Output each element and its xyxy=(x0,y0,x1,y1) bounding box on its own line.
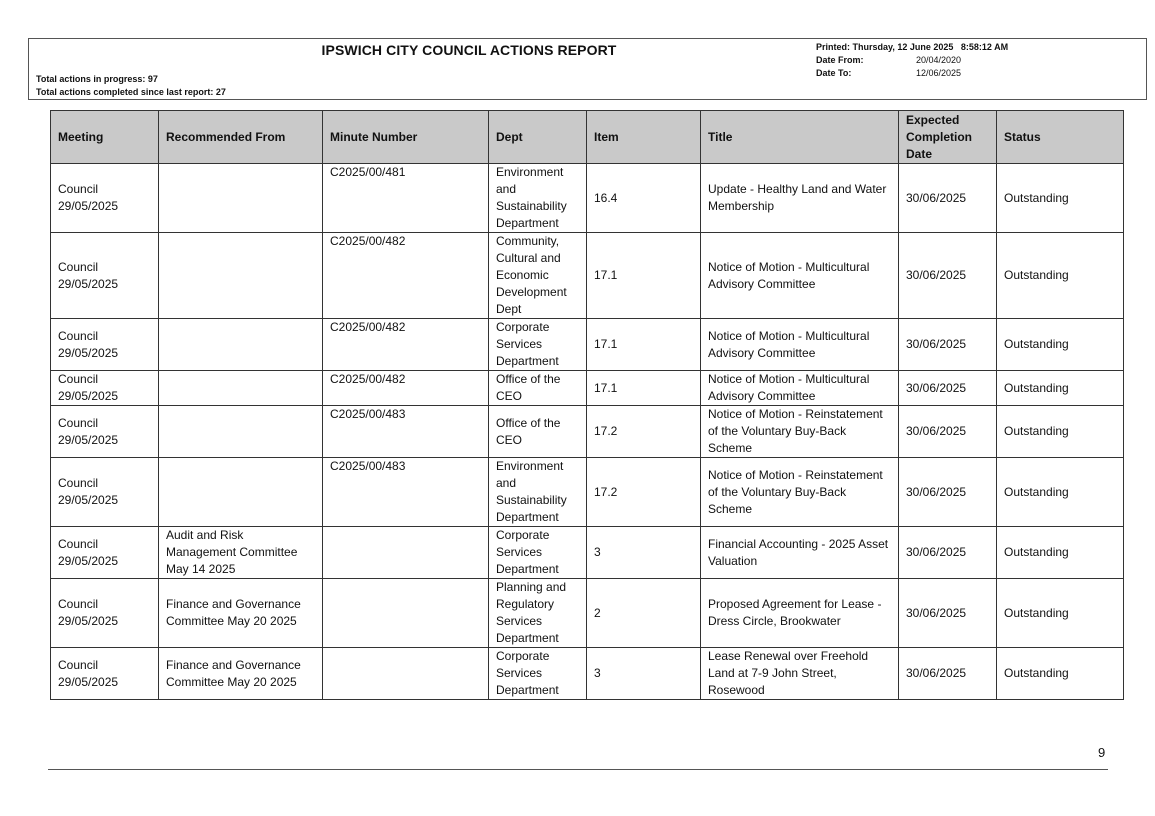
cell-dept: Corporate Services Department xyxy=(489,527,587,579)
cell-meeting: Council 29/05/2025 xyxy=(51,319,159,371)
cell-title: Proposed Agreement for Lease - Dress Circle, Brookwater xyxy=(701,579,899,648)
cell-minute-number: C2025/00/482 xyxy=(323,371,489,406)
table-row xyxy=(51,233,1124,319)
cell-status: Outstanding xyxy=(997,527,1124,579)
cell-status: Outstanding xyxy=(997,406,1124,458)
cell-status: Outstanding xyxy=(997,233,1124,319)
cell-meeting: Council 29/05/2025 xyxy=(51,648,159,700)
date-from-value: 20/04/2020 xyxy=(916,55,962,65)
cell-expected-completion: 30/06/2025 xyxy=(899,233,997,319)
col-header-item: Item xyxy=(587,111,701,164)
cell-minute-number: C2025/00/483 xyxy=(323,458,489,527)
cell-dept: Environment and Sustainability Department xyxy=(489,458,587,527)
cell-minute-number xyxy=(323,648,489,700)
report-header xyxy=(28,38,1147,100)
cell-dept: Environment and Sustainability Department xyxy=(489,164,587,233)
cell-recommended-from xyxy=(159,164,323,233)
cell-title: Notice of Motion - Multicultural Advisory Committee xyxy=(701,319,899,371)
cell-dept: Corporate Services Department xyxy=(489,319,587,371)
col-header-title: Title xyxy=(701,111,899,164)
cell-expected-completion: 30/06/2025 xyxy=(899,458,997,527)
cell-expected-completion: 30/06/2025 xyxy=(899,648,997,700)
cell-item: 17.2 xyxy=(587,406,701,458)
cell-meeting: Council 29/05/2025 xyxy=(51,406,159,458)
table-row xyxy=(51,648,1124,700)
cell-minute-number xyxy=(323,527,489,579)
cell-item: 17.2 xyxy=(587,458,701,527)
cell-dept: Planning and Regulatory Services Department xyxy=(489,579,587,648)
table-row xyxy=(51,579,1124,648)
cell-status: Outstanding xyxy=(997,319,1124,371)
cell-recommended-from xyxy=(159,319,323,371)
table-row xyxy=(51,371,1124,406)
col-header-expected-completion: Expected Completion Date xyxy=(899,111,997,164)
cell-minute-number: C2025/00/482 xyxy=(323,233,489,319)
cell-expected-completion: 30/06/2025 xyxy=(899,164,997,233)
cell-title: Notice of Motion - Multicultural Advisory Committee xyxy=(701,233,899,319)
cell-meeting: Council 29/05/2025 xyxy=(51,458,159,527)
cell-meeting: Council 29/05/2025 xyxy=(51,164,159,233)
table-row xyxy=(51,406,1124,458)
cell-meeting: Council 29/05/2025 xyxy=(51,527,159,579)
cell-expected-completion: 30/06/2025 xyxy=(899,527,997,579)
cell-minute-number: C2025/00/482 xyxy=(323,319,489,371)
col-header-status: Status xyxy=(997,111,1124,164)
cell-minute-number xyxy=(323,579,489,648)
date-from-row xyxy=(816,54,1008,67)
cell-minute-number: C2025/00/481 xyxy=(323,164,489,233)
report-title: IPSWICH CITY COUNCIL ACTIONS REPORT xyxy=(321,42,617,58)
cell-title: Update - Healthy Land and Water Membership xyxy=(701,164,899,233)
cell-meeting: Council 29/05/2025 xyxy=(51,233,159,319)
cell-recommended-from: Finance and Governance Committee May 20 2025 xyxy=(159,648,323,700)
cell-expected-completion: 30/06/2025 xyxy=(899,406,997,458)
col-header-dept: Dept xyxy=(489,111,587,164)
cell-dept: Office of the CEO xyxy=(489,406,587,458)
cell-dept: Office of the CEO xyxy=(489,371,587,406)
report-meta xyxy=(816,41,1008,80)
cell-recommended-from xyxy=(159,233,323,319)
cell-status: Outstanding xyxy=(997,371,1124,406)
table-row xyxy=(51,527,1124,579)
cell-meeting: Council 29/05/2025 xyxy=(51,579,159,648)
actions-completed: Total actions completed since last report: 27 xyxy=(36,87,226,97)
cell-item: 3 xyxy=(587,527,701,579)
cell-status: Outstanding xyxy=(997,648,1124,700)
date-to-value: 12/06/2025 xyxy=(916,68,962,78)
date-to-label: Date To: xyxy=(816,68,852,78)
cell-recommended-from xyxy=(159,406,323,458)
cell-item: 2 xyxy=(587,579,701,648)
col-header-meeting: Meeting xyxy=(51,111,159,164)
cell-item: 3 xyxy=(587,648,701,700)
cell-status: Outstanding xyxy=(997,579,1124,648)
cell-title: Notice of Motion - Reinstatement of the Voluntary Buy-Back Scheme xyxy=(701,406,899,458)
col-header-recommended-from: Recommended From xyxy=(159,111,323,164)
footer-divider xyxy=(48,769,1108,770)
cell-dept: Corporate Services Department xyxy=(489,648,587,700)
cell-recommended-from xyxy=(159,458,323,527)
cell-item: 16.4 xyxy=(587,164,701,233)
col-header-minute-number: Minute Number xyxy=(323,111,489,164)
actions-in-progress: Total actions in progress: 97 xyxy=(36,74,158,84)
cell-recommended-from xyxy=(159,371,323,406)
cell-recommended-from: Audit and Risk Management Committee May 14 2025 xyxy=(159,527,323,579)
table-row xyxy=(51,164,1124,233)
cell-recommended-from: Finance and Governance Committee May 20 2025 xyxy=(159,579,323,648)
table-row xyxy=(51,458,1124,527)
table-header-row xyxy=(51,111,1124,164)
page-number: 9 xyxy=(1098,745,1106,760)
cell-title: Notice of Motion - Reinstatement of the Voluntary Buy-Back Scheme xyxy=(701,458,899,527)
cell-minute-number: C2025/00/483 xyxy=(323,406,489,458)
date-to-row xyxy=(816,67,1008,80)
cell-expected-completion: 30/06/2025 xyxy=(899,319,997,371)
date-from-label: Date From: xyxy=(816,55,864,65)
cell-item: 17.1 xyxy=(587,319,701,371)
cell-expected-completion: 30/06/2025 xyxy=(899,579,997,648)
cell-status: Outstanding xyxy=(997,458,1124,527)
cell-meeting: Council 29/05/2025 xyxy=(51,371,159,406)
cell-title: Notice of Motion - Multicultural Advisory Committee xyxy=(701,371,899,406)
cell-expected-completion: 30/06/2025 xyxy=(899,371,997,406)
cell-title: Financial Accounting - 2025 Asset Valuation xyxy=(701,527,899,579)
actions-table xyxy=(50,110,1124,700)
table-row xyxy=(51,319,1124,371)
cell-dept: Community, Cultural and Economic Development Dept xyxy=(489,233,587,319)
cell-title: Lease Renewal over Freehold Land at 7-9 John Street, Rosewood xyxy=(701,648,899,700)
cell-item: 17.1 xyxy=(587,233,701,319)
printed-timestamp: Printed: Thursday, 12 June 2025 8:58:12 AM xyxy=(816,42,1009,52)
cell-item: 17.1 xyxy=(587,371,701,406)
cell-status: Outstanding xyxy=(997,164,1124,233)
